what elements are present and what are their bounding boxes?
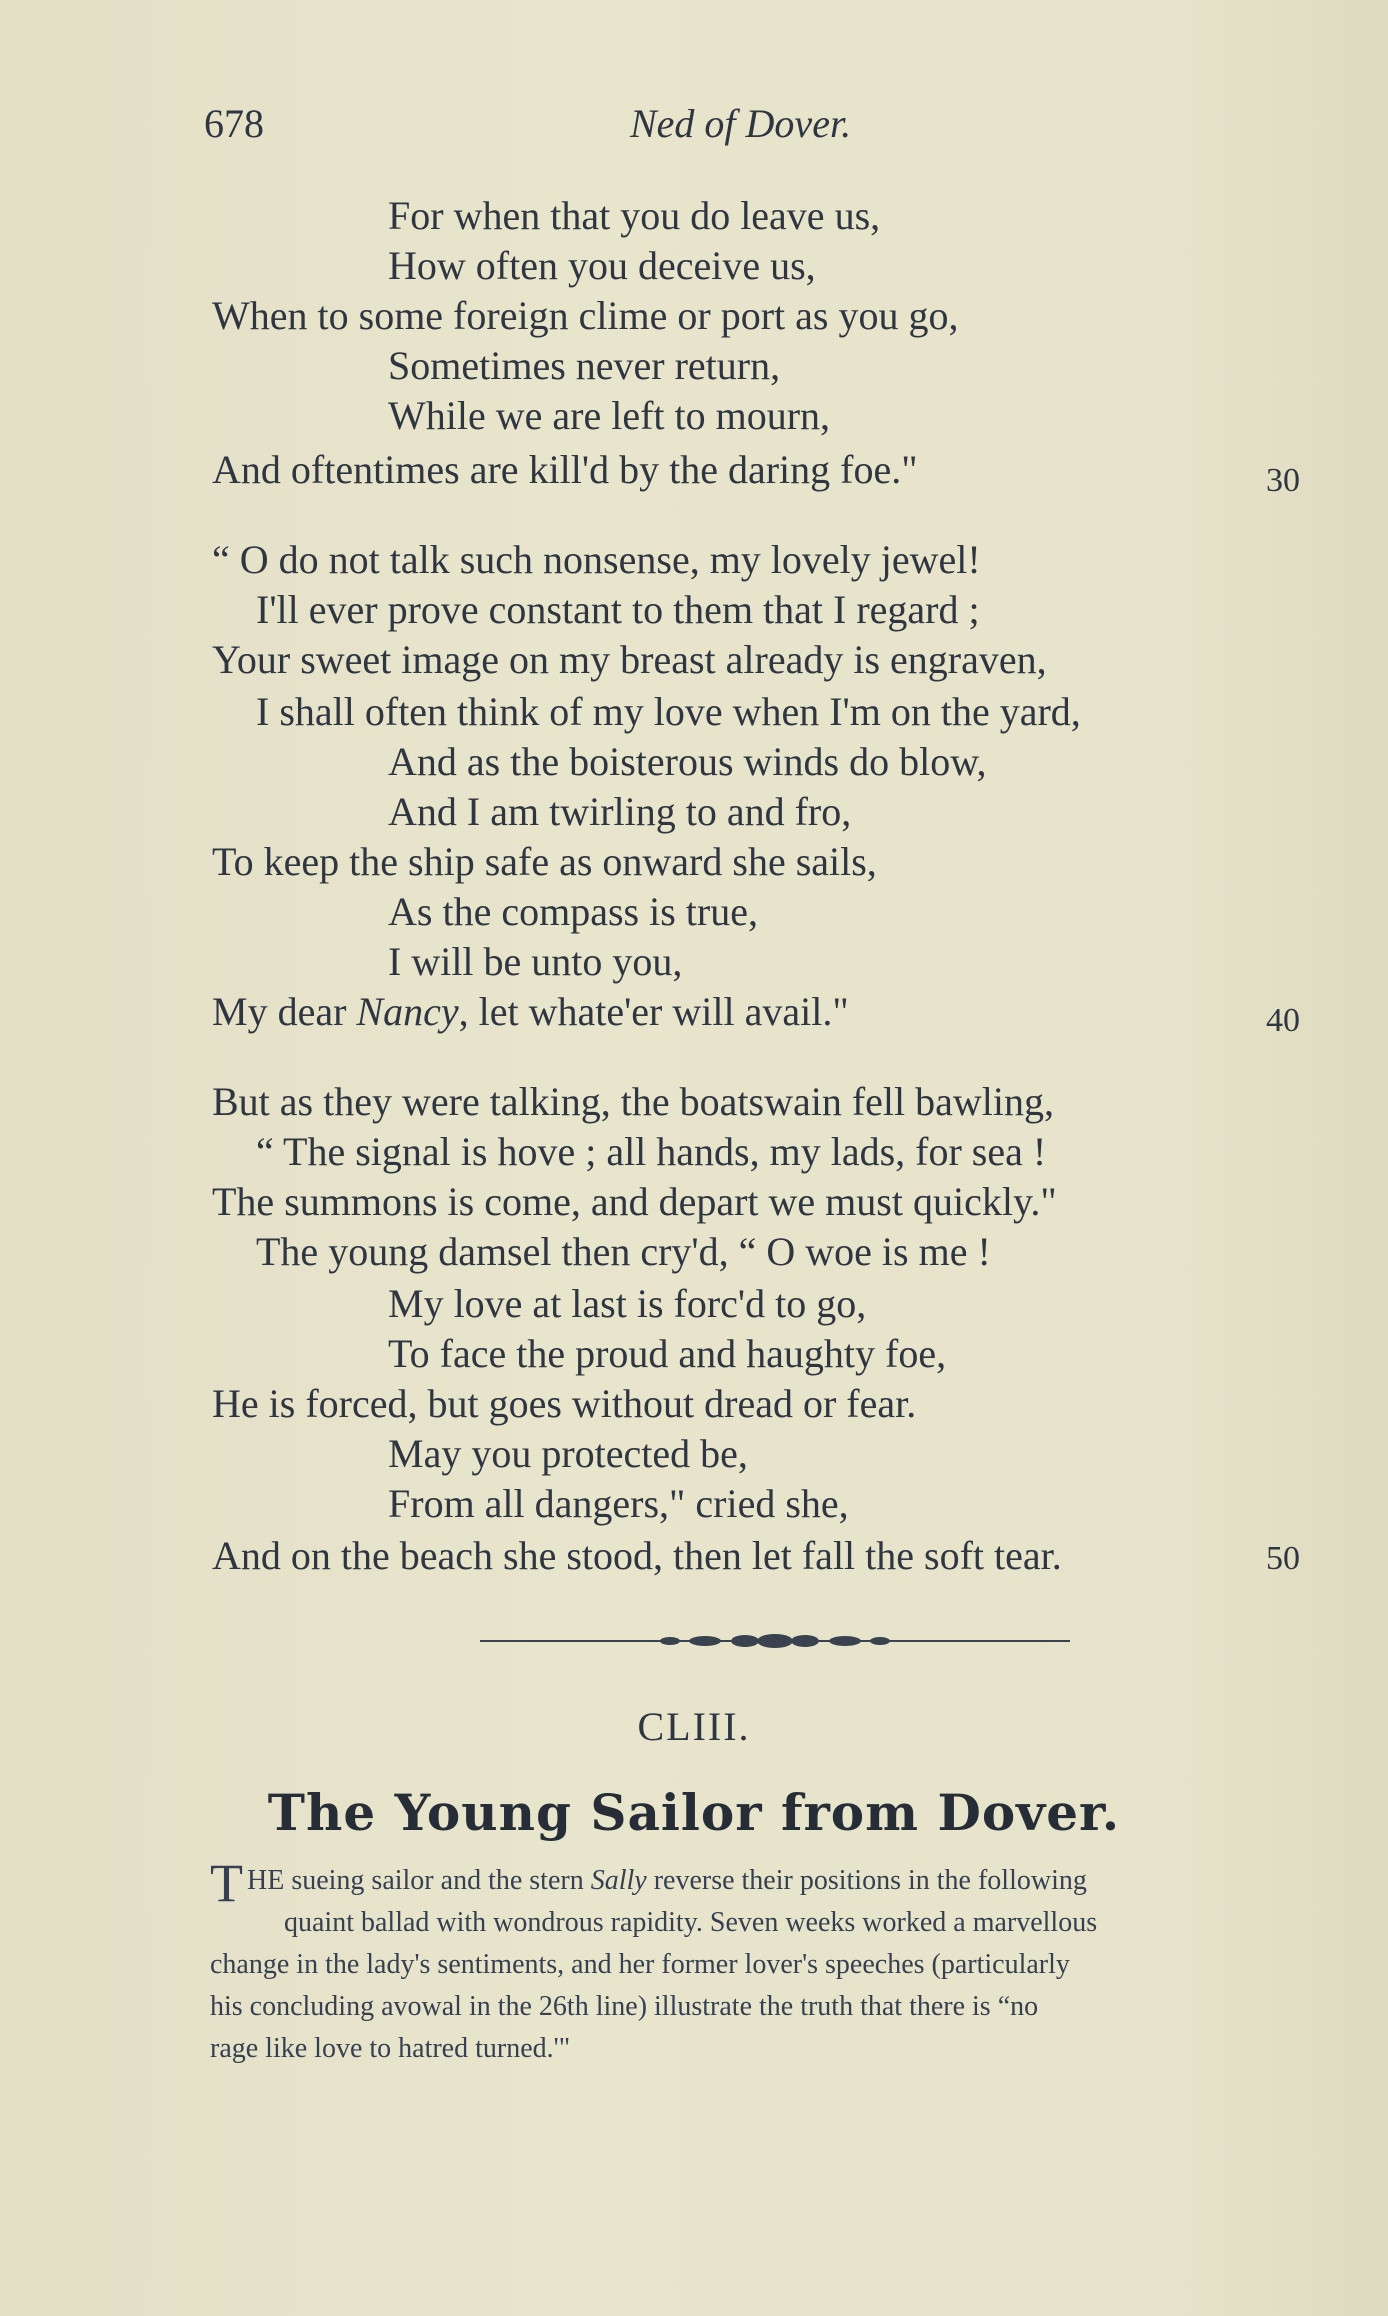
intro-text: reverse their positions in the following xyxy=(646,1865,1087,1896)
intro-italic: Sally xyxy=(590,1865,647,1896)
intro-line xyxy=(210,1853,1310,1913)
verse-line: From all dangers," cried she, xyxy=(388,1481,849,1526)
verse-line: And oftentimes are kill'd by the daring foe." xyxy=(212,447,918,492)
verse-line: Your sweet image on my breast already is engraven, xyxy=(212,637,1047,682)
page-number: 678 xyxy=(204,101,264,146)
verse-line: I shall often think of my love when I'm on the yard, xyxy=(256,689,1081,734)
verse-line: “ O do not talk such nonsense, my lovely jewel! xyxy=(212,537,981,582)
verse-line: When to some foreign clime or port as you go, xyxy=(212,293,959,338)
verse-line: And on the beach she stood, then let fall the soft tear. xyxy=(212,1533,1062,1578)
verse-line: As the compass is true, xyxy=(388,889,758,934)
verse-name-italic: Nancy xyxy=(356,989,459,1034)
section-number: CLIII. xyxy=(637,1704,751,1749)
verse-line: Sometimes never return, xyxy=(388,343,781,388)
line-number: 40 xyxy=(1266,1002,1300,1039)
verse-line: For when that you do leave us, xyxy=(388,193,881,238)
verse-line: But as they were talking, the boatswain fell bawling, xyxy=(212,1079,1055,1124)
intro-text: HE sueing sailor and the stern xyxy=(247,1865,591,1896)
verse-line: He is forced, but goes without dread or fear. xyxy=(212,1381,917,1426)
verse-line: My love at last is forc'd to go, xyxy=(388,1281,867,1326)
intro-line: change in the lady's sentiments, and her former lover's speeches (particularly xyxy=(210,1949,1070,1980)
verse-line: May you protected be, xyxy=(388,1431,748,1476)
verse-line: And I am twirling to and fro, xyxy=(388,789,852,834)
intro-line: rage like love to hatred turned.'" xyxy=(210,2033,571,2064)
verse-line xyxy=(212,989,849,1034)
verse-text: , let whate'er will avail." xyxy=(458,989,849,1034)
verse-line: And as the boisterous winds do blow, xyxy=(388,739,987,784)
verse-line: I'll ever prove constant to them that I regard ; xyxy=(256,587,980,632)
drop-cap: T xyxy=(210,1853,243,1913)
ornamental-divider xyxy=(480,1631,1070,1651)
verse-line: How often you deceive us, xyxy=(388,243,816,288)
verse-line: To keep the ship safe as onward she sails, xyxy=(212,839,877,884)
verse-text: My dear xyxy=(212,989,357,1034)
line-number: 30 xyxy=(1266,462,1300,499)
verse-line: The summons is come, and depart we must quickly." xyxy=(212,1179,1057,1224)
running-title: Ned of Dover. xyxy=(630,101,852,146)
verse-line: “ The signal is hove ; all hands, my lads, for sea ! xyxy=(256,1129,1047,1174)
verse-line: I will be unto you, xyxy=(388,939,683,984)
intro-line: quaint ballad with wondrous rapidity. Seven weeks worked a marvellous xyxy=(284,1907,1098,1938)
intro-line: his concluding avowal in the 26th line) illustrate the truth that there is “no xyxy=(210,1991,1039,2022)
intro-paragraph xyxy=(210,1853,1310,2070)
verse-line: The young damsel then cry'd, “ O woe is me ! xyxy=(256,1229,991,1274)
section-title: The Young Sailor from Dover. xyxy=(267,1783,1121,1842)
verse-line: To face the proud and haughty foe, xyxy=(388,1331,947,1376)
verse-line: While we are left to mourn, xyxy=(388,393,831,438)
line-number: 50 xyxy=(1266,1540,1300,1577)
